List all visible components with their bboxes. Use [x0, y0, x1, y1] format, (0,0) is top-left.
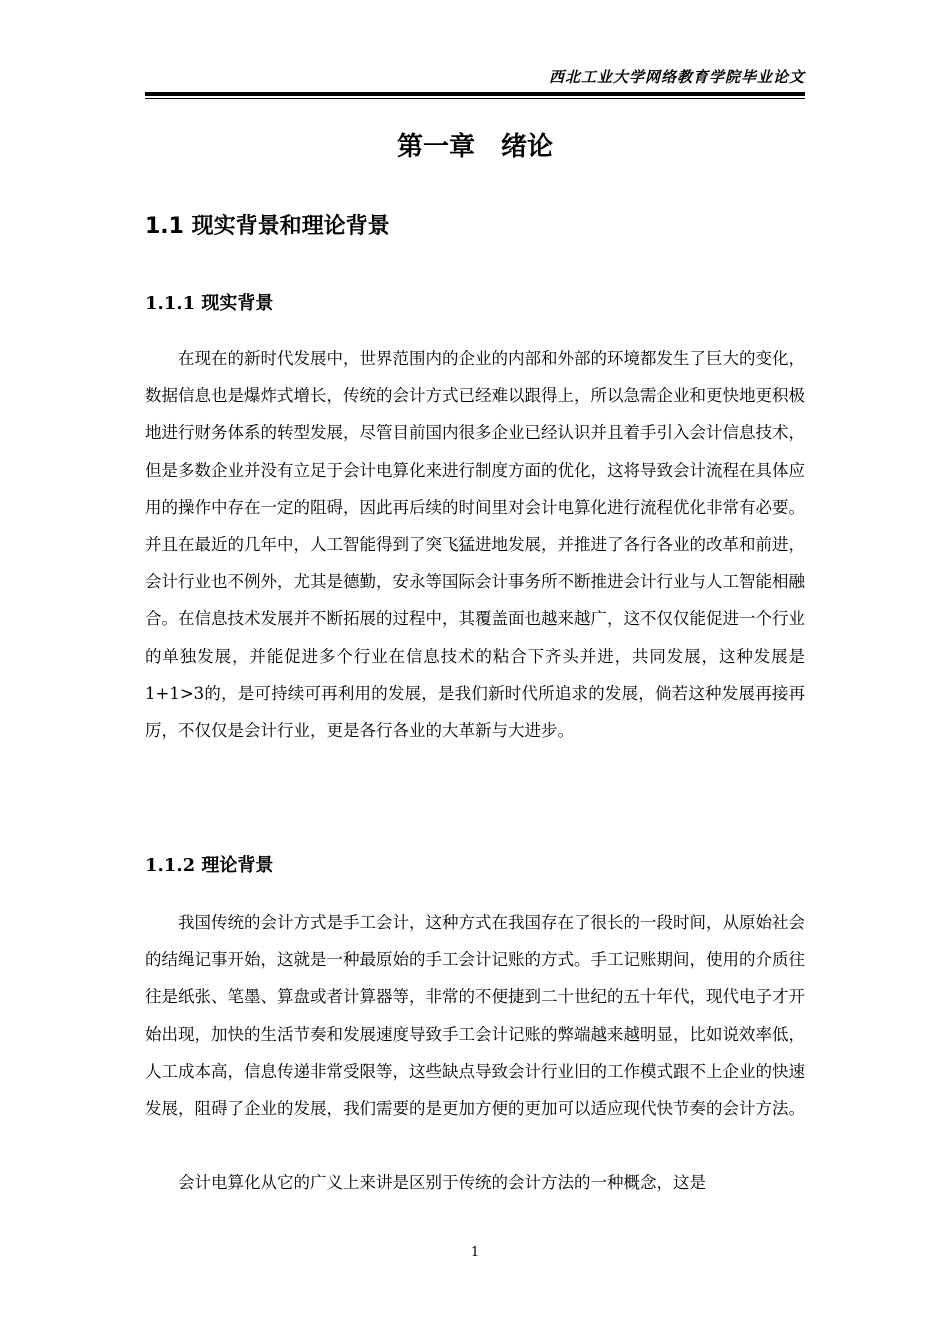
paragraph-theory-background-2: 会计电算化从它的广义上来讲是区别于传统的会计方法的一种概念，这是: [178, 1173, 706, 1192]
subsection-label: 现实背景: [201, 293, 274, 314]
section-title-1-1: 1.1 现实背景和理论背景: [145, 214, 390, 239]
page-number: 1: [470, 1245, 480, 1260]
chapter-title: 第一章 绪论: [396, 132, 553, 162]
subsection-label: 理论背景: [201, 855, 274, 876]
subsection-title-1-1-1: [145, 289, 273, 315]
running-header: 西北工业大学网络教育学院毕业论文: [548, 68, 805, 86]
subsection-number: 1.1.2: [145, 855, 196, 876]
subsection-title-1-1-2: [145, 851, 273, 877]
header-rule-thick: [145, 92, 805, 96]
subsection-number: 1.1.1: [145, 293, 196, 314]
header-rule-thin: [145, 98, 805, 99]
paragraph-theory-background-1: 我国传统的会计方式是手工会计，这种方式在我国存在了很长的一段时间，从原始社会的结绳记事开始，这就是一种最原始的手工会计记账的方式。手工记账期间，使用的介质往往是纸张、笔墨、算盘或者计算器等，非常的不便捷到二十世纪的五十年代，现代电子才开始出现，加快的生活节奏和发展速度导致手工会计记账的弊端越来越明显，比如说效率低，人工成本高，信息传递非常受限等，这些缺点导致会计行业旧的工作模式跟不上企业的快速发展，阻碍了企业的发展，我们需要的是更加方便的更加可以适应现代快节奏的会计方法。: [145, 913, 805, 1119]
paragraph-reality-background: 在现在的新时代发展中，世界范围内的企业的内部和外部的环境都发生了巨大的变化，数据信息也是爆炸式增长，传统的会计方式已经难以跟得上，所以急需企业和更快地更积极地进行财务体系的转型发展，尽管目前国内很多企业已经认识并且着手引入会计信息技术，但是多数企业并没有立足于会计电算化来进行制度方面的优化，这将导致会计流程在具体应用的操作中存在一定的阻碍，因此再后续的时间里对会计电算化进行流程优化非常有必要。并且在最近的几年中，人工智能得到了突飞猛进地发展，并推进了各行各业的改革和前进，会计行业也不例外，尤其是德勤，安永等国际会计事务所不断推进会计行业与人工智能相融合。在信息技术发展并不断拓展的过程中，其覆盖面也越来越广，这不仅仅能促进一个行业的单独发展，并能促进多个行业在信息技术的粘合下齐头并进，共同发展，这种发展是1+1>3的，是可持续可再利用的发展，是我们新时代所追求的发展，倘若这种发展再接再厉，不仅仅是会计行业，更是各行各业的大革新与大进步。: [145, 349, 805, 741]
